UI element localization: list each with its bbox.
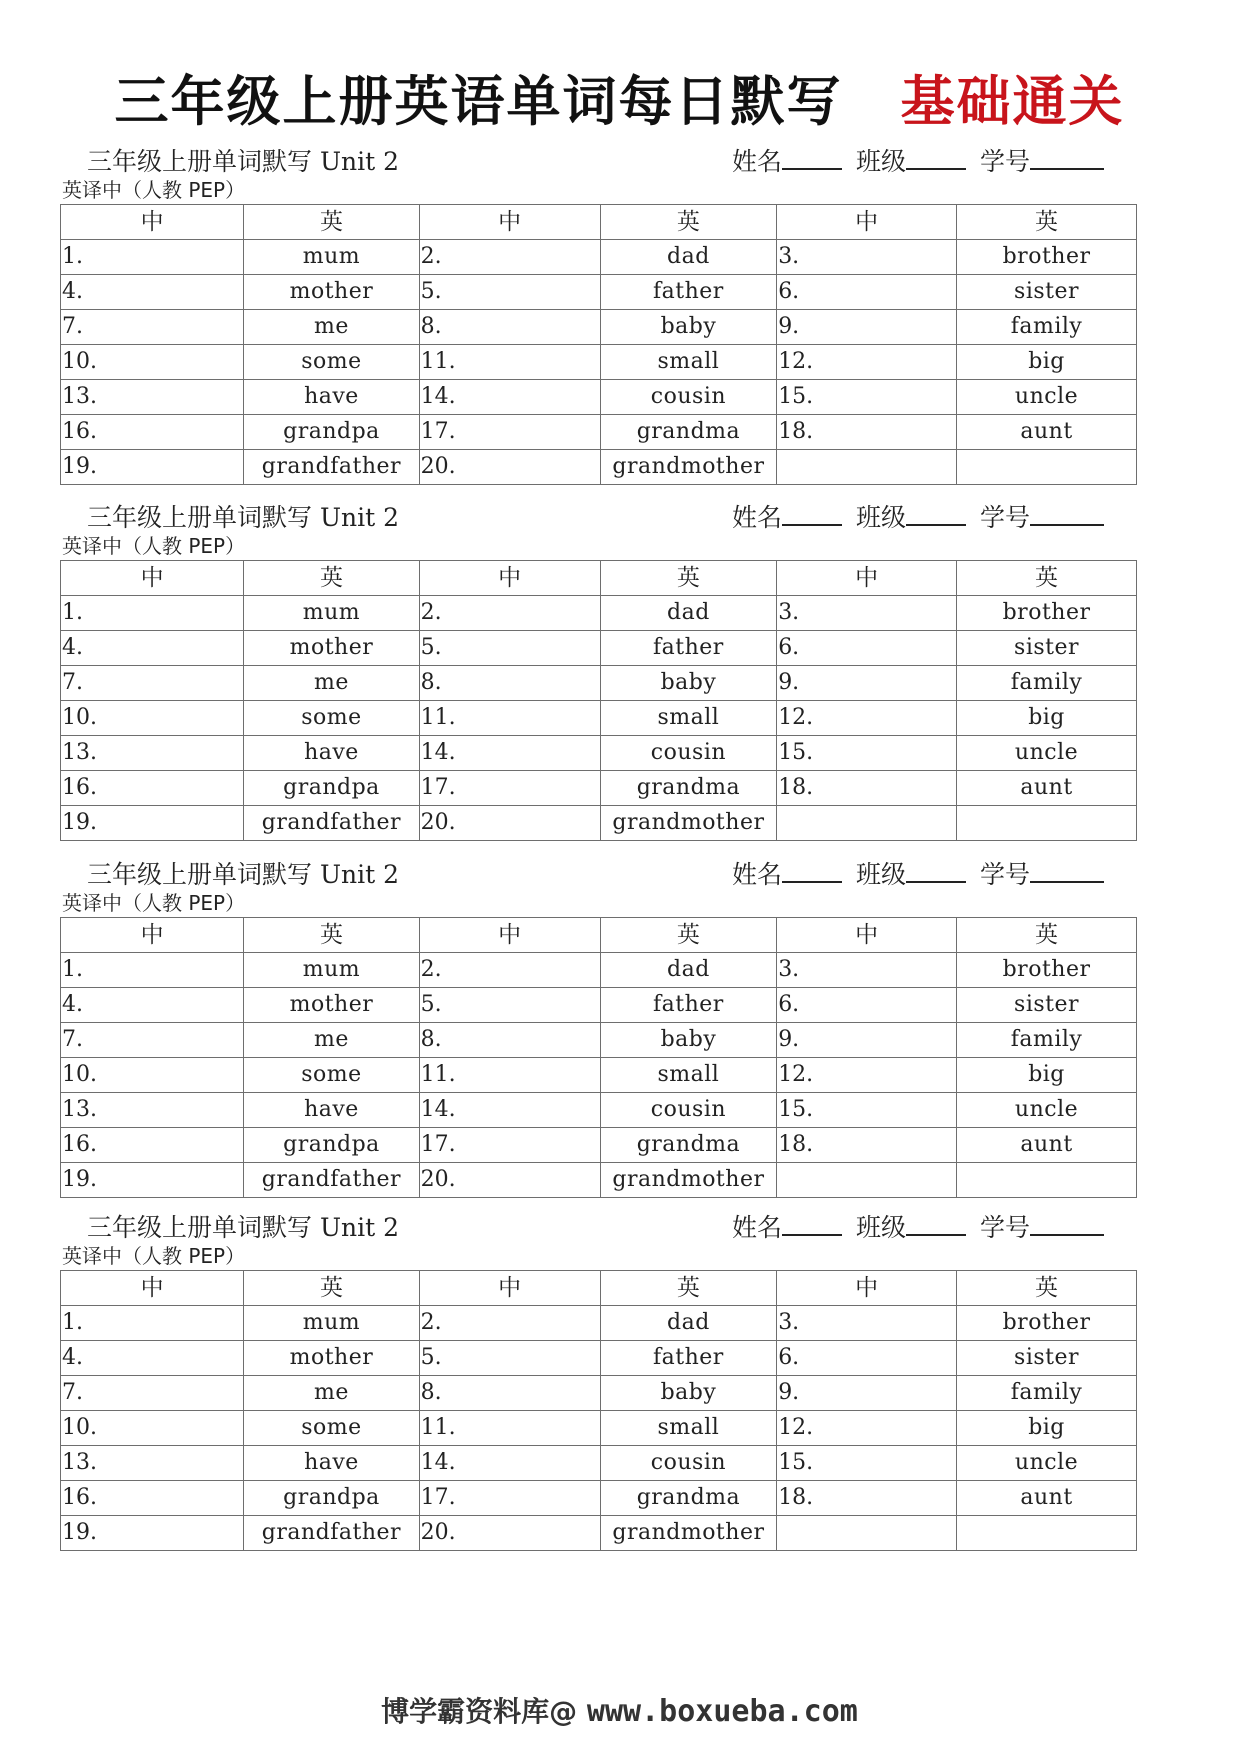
answer-cell[interactable]: 3. [777, 240, 957, 275]
english-word: sister [957, 1341, 1137, 1376]
answer-cell[interactable] [777, 1163, 957, 1198]
english-word: baby [600, 666, 777, 701]
english-word: grandfather [244, 1516, 419, 1551]
english-word: aunt [957, 771, 1137, 806]
answer-cell[interactable]: 5. [419, 275, 600, 310]
table-header-row [61, 918, 1137, 953]
table-header-cell: 中 [419, 205, 600, 240]
table-row [61, 1411, 1137, 1446]
english-word: me [244, 666, 419, 701]
answer-cell[interactable]: 1. [61, 240, 244, 275]
answer-cell[interactable]: 18. [777, 415, 957, 450]
english-word: small [600, 1058, 777, 1093]
answer-cell[interactable]: 19. [61, 1516, 244, 1551]
table-row [61, 1128, 1137, 1163]
english-word: baby [600, 1023, 777, 1058]
english-word: some [244, 701, 419, 736]
answer-cell[interactable]: 8. [419, 666, 600, 701]
table-header-cell: 中 [61, 561, 244, 596]
answer-cell[interactable]: 11. [419, 1058, 600, 1093]
english-word: uncle [957, 380, 1137, 415]
answer-cell[interactable]: 19. [61, 1163, 244, 1198]
sub-label: 英译中（人教 PEP） [62, 891, 246, 915]
answer-cell[interactable]: 9. [777, 1023, 957, 1058]
worksheet-section [60, 855, 1138, 1198]
answer-cell[interactable]: 8. [419, 1023, 600, 1058]
table-header-cell: 中 [419, 1271, 600, 1306]
word-table [60, 917, 1137, 1198]
answer-cell[interactable]: 18. [777, 771, 957, 806]
answer-cell[interactable]: 8. [419, 1376, 600, 1411]
class-label: 班级 [856, 860, 907, 889]
id-blank[interactable] [1030, 148, 1104, 170]
answer-cell[interactable]: 20. [419, 1516, 600, 1551]
answer-cell[interactable]: 17. [419, 415, 600, 450]
english-word: family [957, 1376, 1137, 1411]
answer-cell[interactable]: 17. [419, 1481, 600, 1516]
answer-cell[interactable]: 19. [61, 450, 244, 485]
english-word: baby [600, 1376, 777, 1411]
footer-watermark [0, 1690, 1239, 1730]
english-word: brother [957, 1306, 1137, 1341]
english-word [957, 1516, 1137, 1551]
main-title [0, 62, 1239, 132]
id-blank[interactable] [1030, 861, 1104, 883]
answer-cell[interactable]: 2. [419, 1306, 600, 1341]
sub-label: 英译中（人教 PEP） [62, 534, 246, 558]
answer-cell[interactable]: 1. [61, 1306, 244, 1341]
table-header-cell: 英 [600, 918, 777, 953]
answer-cell[interactable]: 15. [777, 1093, 957, 1128]
english-word: grandmother [600, 1516, 777, 1551]
table-header-cell: 英 [244, 205, 419, 240]
answer-cell[interactable]: 2. [419, 240, 600, 275]
answer-cell[interactable]: 20. [419, 450, 600, 485]
answer-cell[interactable]: 6. [777, 1341, 957, 1376]
answer-cell[interactable]: 9. [777, 310, 957, 345]
answer-cell[interactable]: 7. [61, 1023, 244, 1058]
english-word: have [244, 736, 419, 771]
class-blank[interactable] [906, 861, 966, 883]
answer-cell[interactable]: 20. [419, 1163, 600, 1198]
answer-cell[interactable] [777, 450, 957, 485]
answer-cell[interactable]: 20. [419, 806, 600, 841]
english-word: some [244, 345, 419, 380]
english-word [957, 450, 1137, 485]
id-label: 学号 [980, 503, 1031, 532]
english-word: sister [957, 988, 1137, 1023]
answer-cell[interactable]: 6. [777, 988, 957, 1023]
answer-cell[interactable]: 12. [777, 1411, 957, 1446]
table-header-cell: 英 [244, 561, 419, 596]
table-row [61, 380, 1137, 415]
id-blank[interactable] [1030, 1214, 1104, 1236]
table-row [61, 345, 1137, 380]
worksheet-section [60, 1208, 1138, 1551]
section-title: 三年级上册单词默写 Unit 2 [87, 503, 400, 532]
answer-cell[interactable]: 7. [61, 666, 244, 701]
answer-cell[interactable]: 10. [61, 1411, 244, 1446]
answer-cell[interactable] [777, 806, 957, 841]
table-row [61, 1341, 1137, 1376]
answer-cell[interactable]: 14. [419, 736, 600, 771]
english-word: grandpa [244, 771, 419, 806]
answer-cell[interactable]: 18. [777, 1481, 957, 1516]
english-word: big [957, 1411, 1137, 1446]
footer-site: www.boxueba.com [586, 1694, 858, 1729]
answer-cell[interactable]: 10. [61, 1058, 244, 1093]
answer-cell[interactable]: 5. [419, 988, 600, 1023]
table-header-cell: 中 [777, 918, 957, 953]
table-header-cell: 中 [61, 918, 244, 953]
answer-cell[interactable]: 6. [777, 275, 957, 310]
answer-cell[interactable]: 1. [61, 596, 244, 631]
english-word [957, 1163, 1137, 1198]
word-table [60, 1270, 1137, 1551]
english-word: have [244, 380, 419, 415]
id-blank[interactable] [1030, 504, 1104, 526]
english-word: father [600, 1341, 777, 1376]
answer-cell[interactable]: 1. [61, 953, 244, 988]
english-word: cousin [600, 736, 777, 771]
worksheet-section [60, 498, 1138, 841]
answer-cell[interactable]: 13. [61, 1446, 244, 1481]
english-word: big [957, 1058, 1137, 1093]
english-word: dad [600, 1306, 777, 1341]
table-header-cell: 中 [419, 918, 600, 953]
answer-cell[interactable]: 14. [419, 380, 600, 415]
english-word: grandpa [244, 415, 419, 450]
table-row [61, 736, 1137, 771]
table-header-cell: 英 [957, 205, 1137, 240]
table-header-cell: 英 [244, 918, 419, 953]
english-word: uncle [957, 736, 1137, 771]
answer-cell[interactable]: 17. [419, 1128, 600, 1163]
table-header-cell: 中 [419, 561, 600, 596]
english-word: grandma [600, 1128, 777, 1163]
english-word: dad [600, 240, 777, 275]
english-word: grandma [600, 771, 777, 806]
english-word: have [244, 1446, 419, 1481]
english-word: mother [244, 1341, 419, 1376]
answer-cell[interactable]: 4. [61, 1341, 244, 1376]
student-info [732, 1208, 1104, 1244]
answer-cell[interactable]: 11. [419, 701, 600, 736]
footer-brand: 博学霸资料库 [381, 1695, 550, 1728]
english-word: grandfather [244, 450, 419, 485]
answer-cell[interactable]: 7. [61, 1376, 244, 1411]
table-header-cell: 英 [600, 561, 777, 596]
section-header [60, 855, 1138, 889]
english-word: have [244, 1093, 419, 1128]
answer-cell[interactable]: 3. [777, 953, 957, 988]
english-word: mother [244, 275, 419, 310]
main-title-text: 三年级上册英语单词每日默写 [114, 69, 843, 133]
english-word: mother [244, 988, 419, 1023]
answer-cell[interactable]: 4. [61, 988, 244, 1023]
english-word: cousin [600, 380, 777, 415]
english-word: cousin [600, 1446, 777, 1481]
class-label: 班级 [856, 1213, 907, 1242]
answer-cell[interactable]: 16. [61, 1481, 244, 1516]
answer-cell[interactable]: 8. [419, 310, 600, 345]
table-header-row [61, 561, 1137, 596]
worksheet-section [60, 142, 1138, 485]
answer-cell[interactable]: 6. [777, 631, 957, 666]
english-word: small [600, 701, 777, 736]
answer-cell[interactable]: 4. [61, 631, 244, 666]
student-info [732, 498, 1104, 534]
section-title: 三年级上册单词默写 Unit 2 [87, 147, 400, 176]
english-word: family [957, 310, 1137, 345]
name-label: 姓名 [732, 503, 783, 532]
english-word: small [600, 1411, 777, 1446]
english-word: uncle [957, 1446, 1137, 1481]
table-row [61, 666, 1137, 701]
english-word: mother [244, 631, 419, 666]
answer-cell[interactable]: 14. [419, 1093, 600, 1128]
table-row [61, 310, 1137, 345]
english-word: me [244, 1023, 419, 1058]
table-row [61, 806, 1137, 841]
answer-cell[interactable]: 12. [777, 701, 957, 736]
english-word: grandpa [244, 1481, 419, 1516]
english-word: dad [600, 596, 777, 631]
answer-cell[interactable]: 10. [61, 701, 244, 736]
answer-cell[interactable]: 5. [419, 631, 600, 666]
english-word: aunt [957, 1128, 1137, 1163]
table-row [61, 771, 1137, 806]
english-word: big [957, 701, 1137, 736]
class-blank[interactable] [906, 148, 966, 170]
english-word: grandfather [244, 1163, 419, 1198]
table-header-cell: 中 [61, 205, 244, 240]
answer-cell[interactable]: 2. [419, 953, 600, 988]
table-row [61, 953, 1137, 988]
english-word: aunt [957, 1481, 1137, 1516]
english-word: brother [957, 953, 1137, 988]
english-word: brother [957, 240, 1137, 275]
table-header-row [61, 205, 1137, 240]
name-blank[interactable] [782, 1214, 842, 1236]
table-header-cell: 英 [957, 561, 1137, 596]
sub-label: 英译中（人教 PEP） [62, 178, 246, 202]
english-word: father [600, 988, 777, 1023]
answer-cell[interactable]: 9. [777, 1376, 957, 1411]
section-header [60, 142, 1138, 176]
table-header-cell: 中 [777, 561, 957, 596]
table-row [61, 1481, 1137, 1516]
table-row [61, 631, 1137, 666]
english-word: some [244, 1411, 419, 1446]
answer-cell[interactable]: 17. [419, 771, 600, 806]
answer-cell[interactable]: 16. [61, 1128, 244, 1163]
word-table [60, 204, 1137, 485]
table-row [61, 1163, 1137, 1198]
name-label: 姓名 [732, 1213, 783, 1242]
english-word: dad [600, 953, 777, 988]
english-word: grandpa [244, 1128, 419, 1163]
footer-at: @ [549, 1695, 578, 1728]
name-label: 姓名 [732, 860, 783, 889]
answer-cell[interactable]: 4. [61, 275, 244, 310]
answer-cell[interactable]: 15. [777, 380, 957, 415]
answer-cell[interactable]: 13. [61, 736, 244, 771]
name-blank[interactable] [782, 148, 842, 170]
english-word: father [600, 631, 777, 666]
english-word: grandfather [244, 806, 419, 841]
english-word: aunt [957, 415, 1137, 450]
table-header-cell: 中 [777, 1271, 957, 1306]
table-row [61, 1516, 1137, 1551]
answer-cell[interactable]: 18. [777, 1128, 957, 1163]
english-word [957, 806, 1137, 841]
english-word: sister [957, 275, 1137, 310]
english-word: grandma [600, 415, 777, 450]
table-row [61, 450, 1137, 485]
answer-cell[interactable]: 2. [419, 596, 600, 631]
class-blank[interactable] [906, 1214, 966, 1236]
answer-cell[interactable]: 10. [61, 345, 244, 380]
english-word: uncle [957, 1093, 1137, 1128]
english-word: grandmother [600, 806, 777, 841]
section-header [60, 498, 1138, 532]
english-word: grandmother [600, 1163, 777, 1198]
table-row [61, 1058, 1137, 1093]
english-word: grandmother [600, 450, 777, 485]
answer-cell[interactable]: 13. [61, 380, 244, 415]
english-word: mum [244, 596, 419, 631]
section-title: 三年级上册单词默写 Unit 2 [87, 1213, 400, 1242]
table-row [61, 596, 1137, 631]
answer-cell[interactable]: 11. [419, 1411, 600, 1446]
answer-cell[interactable]: 9. [777, 666, 957, 701]
english-word: big [957, 345, 1137, 380]
english-word: brother [957, 596, 1137, 631]
word-table [60, 560, 1137, 841]
table-header-row [61, 1271, 1137, 1306]
answer-cell[interactable] [777, 1516, 957, 1551]
english-word: mum [244, 1306, 419, 1341]
id-label: 学号 [980, 147, 1031, 176]
english-word: family [957, 666, 1137, 701]
name-label: 姓名 [732, 147, 783, 176]
id-label: 学号 [980, 860, 1031, 889]
answer-cell[interactable]: 7. [61, 310, 244, 345]
answer-cell[interactable]: 19. [61, 806, 244, 841]
class-label: 班级 [856, 147, 907, 176]
answer-cell[interactable]: 3. [777, 596, 957, 631]
answer-cell[interactable]: 12. [777, 345, 957, 380]
answer-cell[interactable]: 11. [419, 345, 600, 380]
table-row [61, 415, 1137, 450]
answer-cell[interactable]: 15. [777, 1446, 957, 1481]
table-row [61, 988, 1137, 1023]
table-row [61, 1446, 1137, 1481]
name-blank[interactable] [782, 504, 842, 526]
english-word: cousin [600, 1093, 777, 1128]
id-label: 学号 [980, 1213, 1031, 1242]
name-blank[interactable] [782, 861, 842, 883]
student-info [732, 855, 1104, 891]
answer-cell[interactable]: 3. [777, 1306, 957, 1341]
table-row [61, 240, 1137, 275]
class-label: 班级 [856, 503, 907, 532]
answer-cell[interactable]: 16. [61, 771, 244, 806]
answer-cell[interactable]: 15. [777, 736, 957, 771]
table-row [61, 701, 1137, 736]
table-header-cell: 英 [244, 1271, 419, 1306]
table-header-cell: 英 [957, 918, 1137, 953]
english-word: baby [600, 310, 777, 345]
english-word: father [600, 275, 777, 310]
table-header-cell: 中 [61, 1271, 244, 1306]
section-title: 三年级上册单词默写 Unit 2 [87, 860, 400, 889]
table-header-cell: 英 [600, 1271, 777, 1306]
answer-cell[interactable]: 13. [61, 1093, 244, 1128]
table-header-cell: 中 [777, 205, 957, 240]
answer-cell[interactable]: 5. [419, 1341, 600, 1376]
english-word: me [244, 310, 419, 345]
english-word: family [957, 1023, 1137, 1058]
sub-label: 英译中（人教 PEP） [62, 1244, 246, 1268]
main-title-badge: 基础通关 [900, 69, 1125, 133]
answer-cell[interactable]: 12. [777, 1058, 957, 1093]
answer-cell[interactable]: 14. [419, 1446, 600, 1481]
english-word: grandma [600, 1481, 777, 1516]
table-header-cell: 英 [600, 205, 777, 240]
table-row [61, 275, 1137, 310]
answer-cell[interactable]: 16. [61, 415, 244, 450]
table-row [61, 1376, 1137, 1411]
table-row [61, 1023, 1137, 1058]
english-word: mum [244, 240, 419, 275]
english-word: small [600, 345, 777, 380]
english-word: me [244, 1376, 419, 1411]
table-header-cell: 英 [957, 1271, 1137, 1306]
section-header [60, 1208, 1138, 1242]
table-row [61, 1093, 1137, 1128]
english-word: mum [244, 953, 419, 988]
english-word: some [244, 1058, 419, 1093]
table-row [61, 1306, 1137, 1341]
student-info [732, 142, 1104, 178]
english-word: sister [957, 631, 1137, 666]
class-blank[interactable] [906, 504, 966, 526]
